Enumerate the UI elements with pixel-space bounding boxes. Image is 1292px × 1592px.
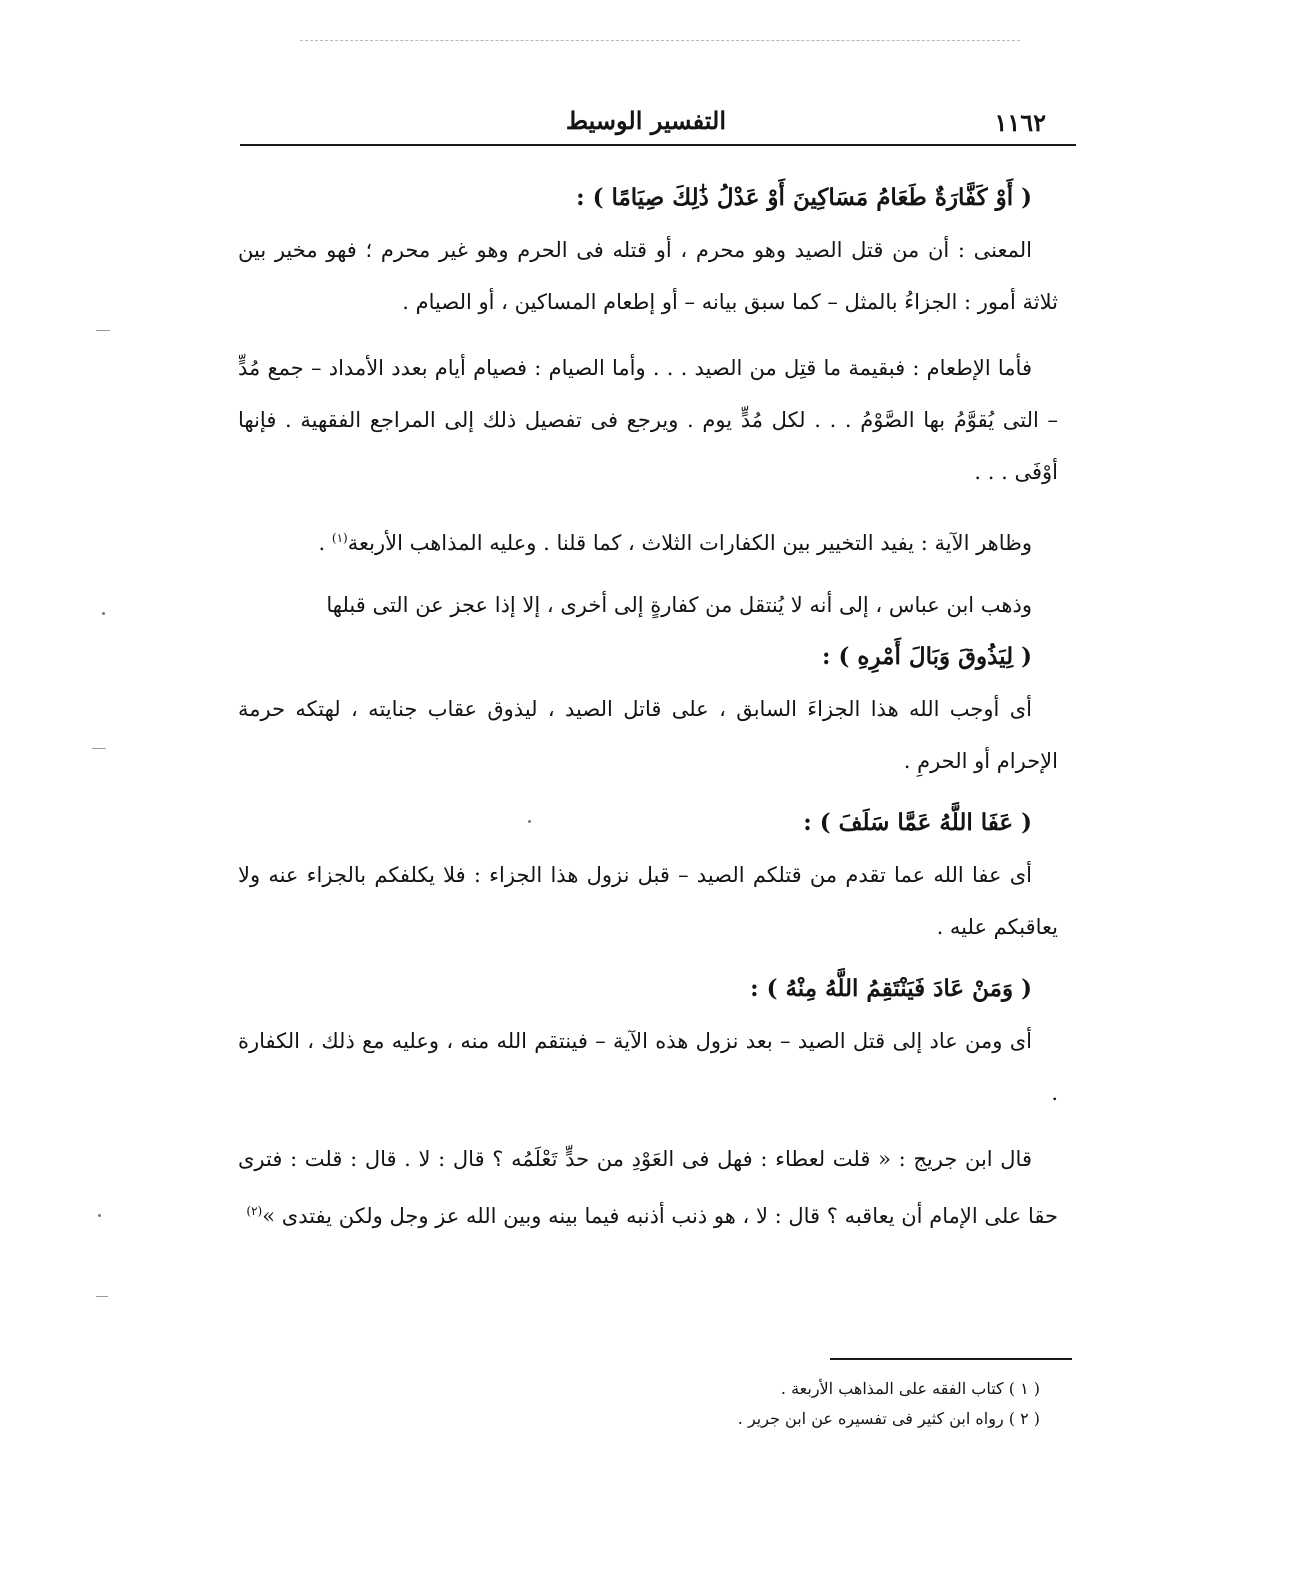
footnote-reference: (٢) (246, 1204, 263, 1218)
paragraph-text: وظاهر الآية : يفيد التخيير بين الكفارات الثلاث ، كما قلنا . وعليه المذاهب الأربعة (347, 531, 1032, 555)
paragraph (238, 512, 1058, 569)
footnote-1: ( ١ ) كتاب الفقه على المذاهب الأربعة . (780, 1379, 1040, 1398)
verse-heading: ( لِيَذُوقَ وَبَالَ أَمْرِهِ ) : (822, 643, 1032, 670)
page-header (240, 104, 1076, 144)
footnote-reference: (١) (331, 531, 348, 545)
margin-dot (98, 1214, 101, 1217)
margin-mark (96, 330, 110, 331)
paragraph (238, 1133, 1058, 1242)
margin-mark (92, 748, 106, 749)
paragraph: وذهب ابن عباس ، إلى أنه لا يُنتقل من كفارةٍ إلى أخرى ، إلا إذا عجز عن التى قبلها (326, 593, 1032, 617)
page-number: ١١٦٢ (994, 108, 1046, 137)
paragraph: أى أوجب الله هذا الجزاءَ السابق ، على قاتل الصيد ، ليذوق عقاب جنايته ، لهتكه حرمة الإحرام أو الحرمِ . (238, 697, 1058, 773)
scan-artifact-line (300, 40, 1020, 41)
paragraph: أى ومن عاد إلى قتل الصيد – بعد نزول هذه الآية – فينتقم الله منه ، وعليه مع ذلك ، الكفارة . (238, 1029, 1058, 1105)
footnote-2: ( ٢ ) رواه ابن كثير فى تفسيره عن ابن جرير . (737, 1409, 1040, 1428)
footnotes (600, 1374, 1040, 1434)
running-title: التفسير الوسيط (565, 106, 726, 135)
margin-dot (102, 612, 105, 615)
margin-mark (96, 1296, 108, 1297)
header-rule (240, 144, 1076, 146)
verse-heading: ( وَمَنْ عَادَ فَيَنْتَقِمُ اللَّهُ مِنْهُ ) : (750, 975, 1032, 1002)
verse-heading: ( أَوْ كَفَّارَةٌ طَعَامُ مَسَاكِينَ أَوْ عَدْلُ ذَٰلِكَ صِيَامًا ) : (576, 184, 1032, 211)
paragraph-text: قال ابن جريج : « قلت لعطاء : فهل فى العَوْدِ من حدٍّ تَعْلَمُه ؟ قال : لا . قال : قلت : فترى حقا على الإمام أن يعاقبه ؟ قال : لا ، هو ذنب أذنبه فيما بينه وبين الله عز وجل ولكن يفتدى » (238, 1147, 1058, 1228)
footnote-rule (830, 1358, 1072, 1360)
main-text (238, 172, 1058, 1242)
paragraph: فأما الإطعام : فبقيمة ما قتِل من الصيد . . . وأما الصيام : فصيام أيام بعدد الأمداد – جمع مُدٍّ – التى يُقوَّمُ بها الصَّوْمُ . . . لكل مُدٍّ يوم . ويرجع فى تفصيل ذلك إلى المراجع الفقهية . فإنها أوْفَى . . . (238, 356, 1058, 484)
paragraph: أى عفا الله عما تقدم من قتلكم الصيد – قبل نزول هذا الجزاء : فلا يكلفكم بالجزاء عنه ولا يعاقبكم عليه . (238, 863, 1058, 939)
verse-heading: ( عَفَا اللَّهُ عَمَّا سَلَفَ ) : (803, 809, 1032, 836)
paragraph-end: . (318, 531, 332, 555)
paragraph: المعنى : أن من قتل الصيد وهو محرم ، أو قتله فى الحرم وهو غير محرم ؛ فهو مخير بين ثلاثة أمور : الجزاءُ بالمثل – كما سبق بيانه – أو إطعام المساكين ، أو الصيام . (238, 238, 1058, 314)
